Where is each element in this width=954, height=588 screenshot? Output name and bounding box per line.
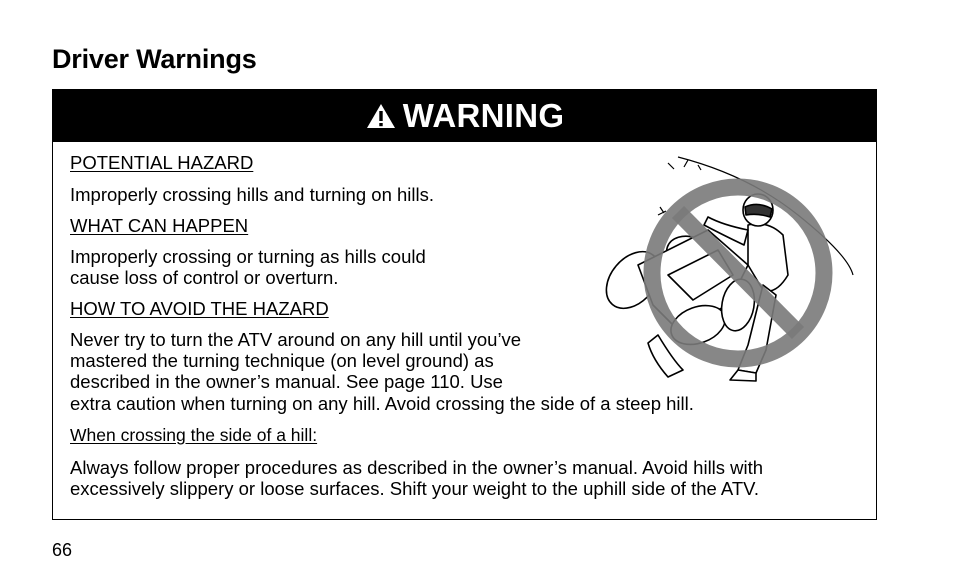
what-can-happen-line: Improperly crossing or turning as hills could [70,246,426,267]
warning-banner [53,90,876,142]
crossing-heading: When crossing the side of a hill: [70,425,318,445]
warning-box [52,89,877,520]
warning-banner-label: WARNING [402,97,565,134]
warning-triangle-icon [365,102,397,130]
how-to-avoid-line: extra caution when turning on any hill. Avoid crossing the side of a steep hill. [70,393,694,414]
how-to-avoid-line: mastered the turning technique (on level ground) as [70,350,494,371]
atv-rollover-prohibited-icon [598,155,858,390]
how-to-avoid-line: described in the owner’s manual. See page 110. Use [70,371,503,392]
how-to-avoid-line: Never try to turn the ATV around on any hill until you’ve [70,329,522,350]
crossing-line: excessively slippery or loose surfaces. Shift your weight to the uphill side of the ATV. [70,478,759,499]
how-to-avoid-heading: HOW TO AVOID THE HAZARD [70,298,329,319]
what-can-happen-line: cause loss of control or overturn. [70,267,339,288]
potential-hazard-heading: POTENTIAL HAZARD [70,152,254,173]
page-title: Driver Warnings [52,44,257,74]
crossing-line: Always follow proper procedures as described in the owner’s manual. Avoid hills with [70,457,764,478]
potential-hazard-text: Improperly crossing hills and turning on hills. [70,184,435,205]
what-can-happen-heading: WHAT CAN HAPPEN [70,215,249,236]
page-number: 66 [52,540,73,560]
